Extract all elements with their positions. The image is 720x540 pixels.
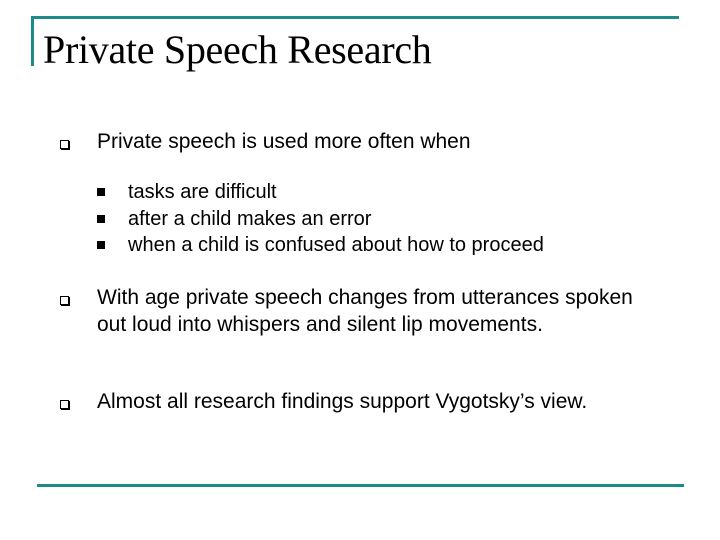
filled-square-bullet-icon [97,188,105,196]
title-frame-left-rule [31,16,34,66]
hollow-square-bullet-icon [56,290,72,305]
bullet-text-3: Almost all research findings support Vygotsky’s view. [97,390,588,413]
sub-bullet-text-2: after a child makes an error [128,208,372,230]
filled-square-bullet-icon [97,215,105,223]
sub-bullet-text-1: tasks are difficult [128,181,277,203]
slide-title: Private Speech Research [43,27,432,72]
hollow-square-bullet-icon [56,134,72,149]
hollow-square-bullet-icon [56,394,72,409]
title-frame-top-rule [31,16,679,19]
bullet-text-2: With age private speech changes from utterances spoken out loud into whispers and silent lip movements. [97,286,633,336]
sub-bullet-text-3: when a child is confused about how to proceed [128,234,544,256]
filled-square-bullet-icon [97,241,105,249]
footer-rule [37,484,684,487]
bullet-text-1: Private speech is used more often when [97,130,471,153]
